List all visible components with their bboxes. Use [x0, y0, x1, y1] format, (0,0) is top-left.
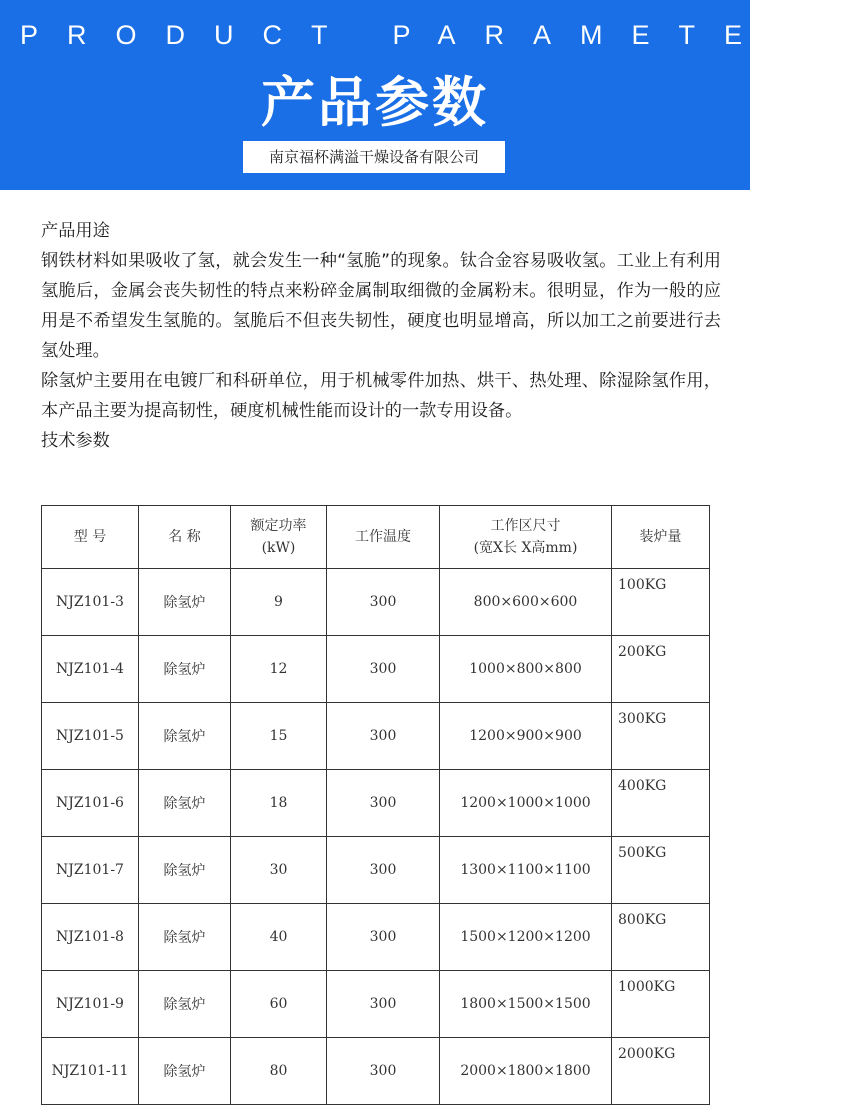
- cell-model: NJZ101-7: [42, 837, 139, 904]
- cell-temp: 300: [327, 837, 440, 904]
- header-temp: 工作温度: [327, 506, 440, 569]
- cell-power: 40: [231, 904, 327, 971]
- cell-size: 1800×1500×1500: [440, 971, 612, 1038]
- cell-power: 60: [231, 971, 327, 1038]
- cell-size: 800×600×600: [440, 569, 612, 636]
- cell-model: NJZ101-8: [42, 904, 139, 971]
- cell-size: 1200×900×900: [440, 703, 612, 770]
- table-row: [42, 904, 710, 971]
- cell-power: 18: [231, 770, 327, 837]
- cell-temp: 300: [327, 770, 440, 837]
- banner-title-en: PRODUCT PARAMETERS: [20, 20, 867, 50]
- cell-size: 1300×1100×1100: [440, 837, 612, 904]
- cell-power: 80: [231, 1038, 327, 1105]
- usage-heading: 产品用途: [41, 221, 110, 241]
- table-row: [42, 837, 710, 904]
- table-row: [42, 770, 710, 837]
- cell-temp: 300: [327, 703, 440, 770]
- table-row: [42, 971, 710, 1038]
- header-power-line1: 额定功率: [250, 518, 307, 534]
- cell-model: NJZ101-3: [42, 569, 139, 636]
- table-row: [42, 569, 710, 636]
- product-description: [41, 216, 721, 456]
- cell-size: 2000×1800×1800: [440, 1038, 612, 1105]
- cell-name: 除氢炉: [139, 904, 231, 971]
- cell-name: 除氢炉: [139, 569, 231, 636]
- cell-model: NJZ101-5: [42, 703, 139, 770]
- table-row: [42, 1038, 710, 1105]
- usage-paragraph-2: 除氢炉主要用在电镀厂和科研单位，用于机械零件加热、烘干、热处理、除湿除氢作用，本产品主要为提高韧性，硬度机械性能而设计的一款专用设备。: [41, 371, 721, 421]
- table-row: [42, 703, 710, 770]
- usage-paragraph-1: 钢铁材料如果吸收了氢，就会发生一种“氢脆”的现象。钛合金容易吸收氢。工业上有利用氢脆后，金属会丧失韧性的特点来粉碎金属制取细微的金属粉末。很明显，作为一般的应用是不希望发生氢脆的。氢脆后不但丧失韧性，硬度也明显增高，所以加工之前要进行去氢处理。: [41, 251, 721, 361]
- cell-model: NJZ101-9: [42, 971, 139, 1038]
- cell-size: 1500×1200×1200: [440, 904, 612, 971]
- cell-capacity: 2000KG: [612, 1038, 710, 1105]
- cell-capacity: 400KG: [612, 770, 710, 837]
- cell-name: 除氢炉: [139, 770, 231, 837]
- cell-name: 除氢炉: [139, 1038, 231, 1105]
- tech-heading: 技术参数: [41, 431, 110, 451]
- cell-power: 30: [231, 837, 327, 904]
- cell-size: 1200×1000×1000: [440, 770, 612, 837]
- cell-capacity: 100KG: [612, 569, 710, 636]
- header-size-line2: (宽X长 X高mm): [473, 540, 578, 556]
- header-size-line1: 工作区尺寸: [490, 518, 561, 534]
- cell-capacity: 200KG: [612, 636, 710, 703]
- cell-temp: 300: [327, 569, 440, 636]
- banner-title-cn: 产品参数: [261, 71, 489, 134]
- cell-capacity: 800KG: [612, 904, 710, 971]
- header-size: [440, 506, 612, 569]
- cell-temp: 300: [327, 636, 440, 703]
- cell-size: 1000×800×800: [440, 636, 612, 703]
- cell-name: 除氢炉: [139, 971, 231, 1038]
- cell-model: NJZ101-4: [42, 636, 139, 703]
- cell-name: 除氢炉: [139, 837, 231, 904]
- header-model: 型 号: [42, 506, 139, 569]
- cell-temp: 300: [327, 1038, 440, 1105]
- company-name: 南京福杯满溢干燥设备有限公司: [243, 141, 505, 173]
- cell-temp: 300: [327, 971, 440, 1038]
- cell-model: NJZ101-6: [42, 770, 139, 837]
- header-capacity: 装炉量: [612, 506, 710, 569]
- cell-name: 除氢炉: [139, 636, 231, 703]
- cell-power: 9: [231, 569, 327, 636]
- cell-capacity: 500KG: [612, 837, 710, 904]
- cell-capacity: 1000KG: [612, 971, 710, 1038]
- cell-capacity: 300KG: [612, 703, 710, 770]
- cell-power: 15: [231, 703, 327, 770]
- cell-power: 12: [231, 636, 327, 703]
- header-name: 名 称: [139, 506, 231, 569]
- header-power: [231, 506, 327, 569]
- cell-temp: 300: [327, 904, 440, 971]
- cell-name: 除氢炉: [139, 703, 231, 770]
- cell-model: NJZ101-11: [42, 1038, 139, 1105]
- table-header-row: [42, 506, 710, 569]
- parameters-table: [41, 505, 710, 1105]
- header-power-line2: (kW): [261, 540, 296, 556]
- table-row: [42, 636, 710, 703]
- header-banner: [0, 0, 867, 190]
